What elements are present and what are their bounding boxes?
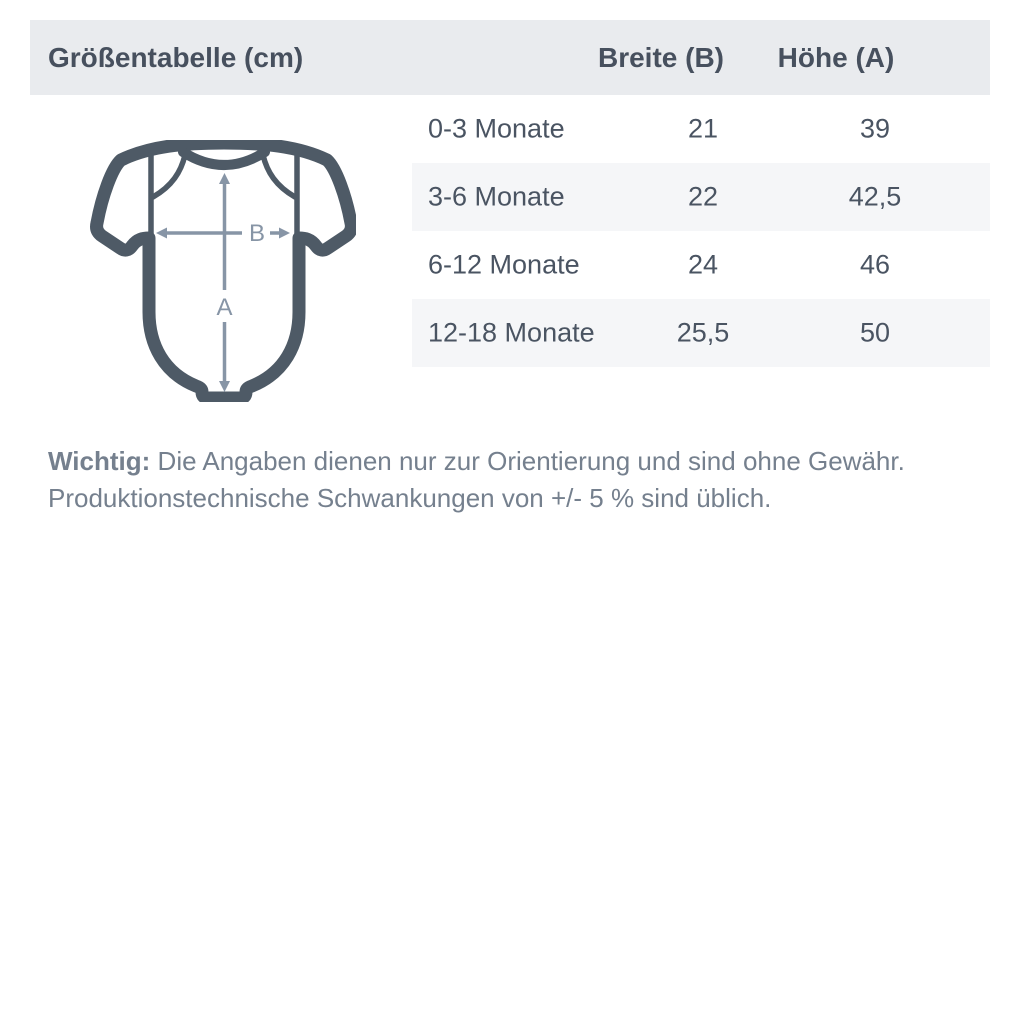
breite-value: 24: [687, 249, 719, 280]
breite-value: 22: [687, 181, 719, 212]
page-title: Größentabelle (cm): [48, 41, 304, 73]
size-table: [412, 95, 990, 367]
table-row: [412, 163, 990, 231]
note-line-1: [48, 443, 968, 480]
note-text-1: Die Angaben dienen nur zur Orientierung und sind ohne Gewähr.: [157, 446, 905, 476]
height-label-a: A: [216, 294, 233, 321]
hoehe-value: 50: [859, 317, 891, 348]
breite-value: 21: [687, 113, 719, 144]
table-row: [412, 95, 990, 163]
table-row: [412, 231, 990, 299]
note-line-2: [48, 480, 968, 517]
header-bar: [30, 20, 990, 95]
table-row: [412, 299, 990, 367]
row-label: 12-18 Monate: [428, 317, 595, 348]
hoehe-value: 46: [859, 249, 891, 280]
note-prefix: Wichtig:: [48, 446, 151, 476]
width-label-b: B: [248, 220, 266, 247]
row-label: 3-6 Monate: [428, 181, 565, 212]
row-label: 0-3 Monate: [428, 113, 565, 144]
note-text-2: Produktionstechnische Schwankungen von +/- 5 % sind üblich.: [48, 483, 772, 513]
disclaimer-note: [48, 443, 968, 517]
column-header-hoehe: Höhe (A): [777, 41, 895, 73]
breite-value: 25,5: [676, 317, 730, 348]
row-label: 6-12 Monate: [428, 249, 580, 280]
bodysuit-diagram-icon: [90, 140, 356, 402]
hoehe-value: 39: [859, 113, 891, 144]
hoehe-value: 42,5: [848, 181, 902, 212]
column-header-breite: Breite (B): [597, 41, 725, 73]
